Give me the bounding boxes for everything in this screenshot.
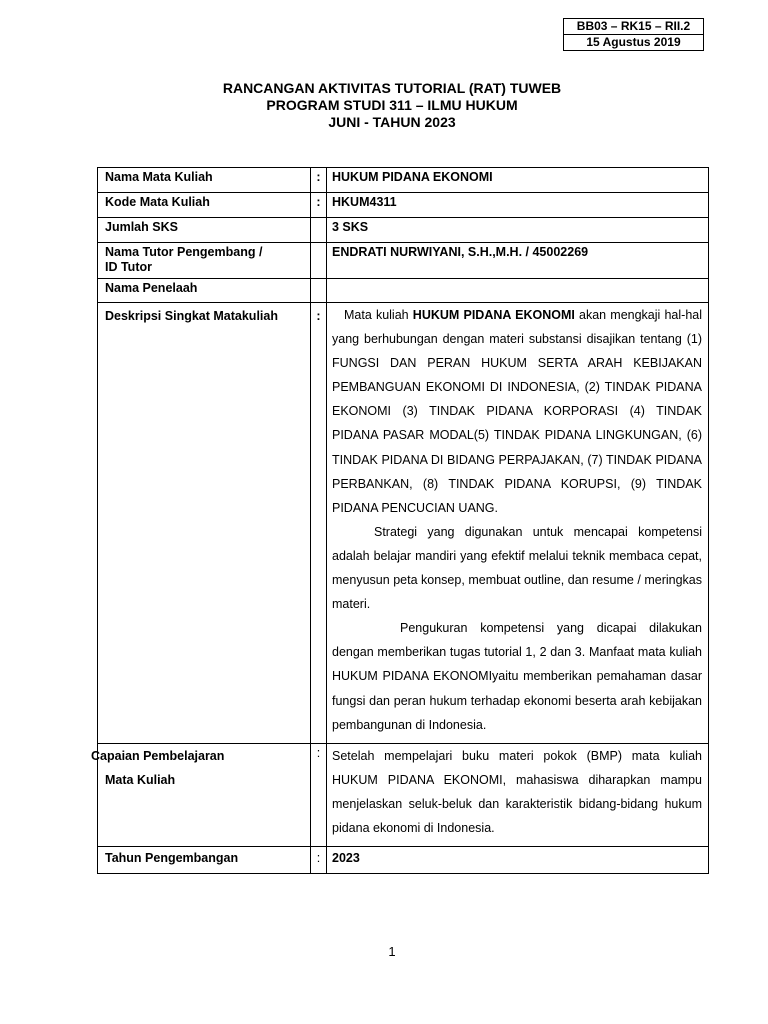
table-row — [98, 303, 709, 744]
colon-separator — [311, 218, 327, 243]
capaian-value: Setelah mempelajari buku materi pokok (BMP) mata kuliah HUKUM PIDANA EKONOMI, mahasiswa diharapkan mampu menjelaskan seluk-beluk dan karakteristik bidang-bidang hukum pidana ekonomi di Indonesia. — [327, 744, 709, 847]
colon-separator: : — [311, 168, 327, 193]
mata-kuliah-label: Nama Mata Kuliah — [98, 168, 311, 193]
table-row — [98, 168, 709, 193]
deskripsi-paragraph-3: Pengukuran kompetensi yang dicapai dilakukan dengan memberikan tugas tutorial 1, 2 dan 3. Manfaat mata kuliah HUKUM PIDANA EKONOMIyaitu memberikan pemahaman dasar fungsi dan peran hukum terhadap ekonomi beserta arah kebijakan pembangunan di Indonesia. — [332, 621, 702, 732]
capaian-label-line-2: Mata Kuliah — [105, 773, 176, 787]
colon-separator — [311, 243, 327, 279]
kode-label: Kode Mata Kuliah — [98, 193, 311, 218]
kode-value: HKUM4311 — [327, 193, 709, 218]
capaian-label-line-1: Capaian Pembelajaran — [91, 749, 225, 763]
colon-separator: : — [311, 303, 327, 744]
deskripsi-label: Deskripsi Singkat Matakuliah — [98, 303, 311, 744]
colon-separator: : — [311, 847, 327, 874]
mata-kuliah-value: HUKUM PIDANA EKONOMI — [327, 168, 709, 193]
tutor-label-line-1: Nama Tutor Pengembang / — [105, 245, 263, 259]
title-line-3: JUNI - TAHUN 2023 — [328, 114, 456, 130]
colon-separator — [311, 279, 327, 303]
deskripsi-paragraph-2: Strategi yang digunakan untuk mencapai kompetensi adalah belajar mandiri yang efektif melalui teknik membaca cepat, menyusun peta konsep, membuat outline, dan resume / meringkas materi. — [332, 524, 702, 612]
deskripsi-p1-pre: Mata kuliah — [344, 308, 413, 322]
document-code-box — [563, 18, 704, 51]
table-row — [98, 744, 709, 847]
tutor-label — [98, 243, 311, 279]
tutor-label-line-2: ID Tutor — [105, 260, 152, 274]
tahun-label: Tahun Pengembangan — [98, 847, 311, 874]
colon-separator: : — [311, 193, 327, 218]
colon-separator: : — [311, 744, 327, 847]
sks-label: Jumlah SKS — [98, 218, 311, 243]
course-info-table — [91, 167, 709, 874]
table-row — [98, 218, 709, 243]
document-code: BB03 – RK15 – RII.2 — [564, 19, 703, 35]
deskripsi-paragraph-1 — [332, 303, 702, 520]
deskripsi-p1-course-name: HUKUM PIDANA EKONOMI — [412, 308, 575, 322]
tutor-value: ENDRATI NURWIYANI, S.H.,M.H. / 45002269 — [327, 243, 709, 279]
page-number: 1 — [388, 944, 396, 959]
penelaah-label: Nama Penelaah — [98, 279, 311, 303]
table-row — [98, 847, 709, 874]
table-row — [98, 279, 709, 303]
capaian-label — [91, 744, 311, 847]
penelaah-value — [327, 279, 709, 303]
deskripsi-p1-post: akan mengkaji hal-hal yang berhubungan dengan materi substansi disajikan tentang (1) FUNGSI DAN PERAN HUKUM SERTA ARAH KEBIJAKAN PEMBANGUAN EKONOMI DI INDONESIA, (2) TINDAK PIDANA EKONOMI (3) TINDAK PIDANA KORPORASI (4) TINDAK PIDANA PASAR MODAL(5) TINDAK PIDANA LINGKUNGAN, (6) TINDAK PIDANA DI BIDANG PERPAJAKAN, (7) TINDAK PIDANA PERBANKAN, (8) TINDAK PIDANA KORUPSI, (9) TINDAK PIDANA PENCUCIAN UANG. — [332, 308, 702, 515]
table-row — [98, 193, 709, 218]
title-line-2: PROGRAM STUDI 311 – ILMU HUKUM — [266, 97, 518, 113]
title-line-1: RANCANGAN AKTIVITAS TUTORIAL (RAT) TUWEB — [222, 80, 562, 96]
sks-value: 3 SKS — [327, 218, 709, 243]
deskripsi-value — [327, 303, 709, 744]
document-title — [0, 80, 768, 131]
table-row — [98, 243, 709, 279]
document-date: 15 Agustus 2019 — [586, 35, 681, 49]
tahun-value: 2023 — [327, 847, 709, 874]
